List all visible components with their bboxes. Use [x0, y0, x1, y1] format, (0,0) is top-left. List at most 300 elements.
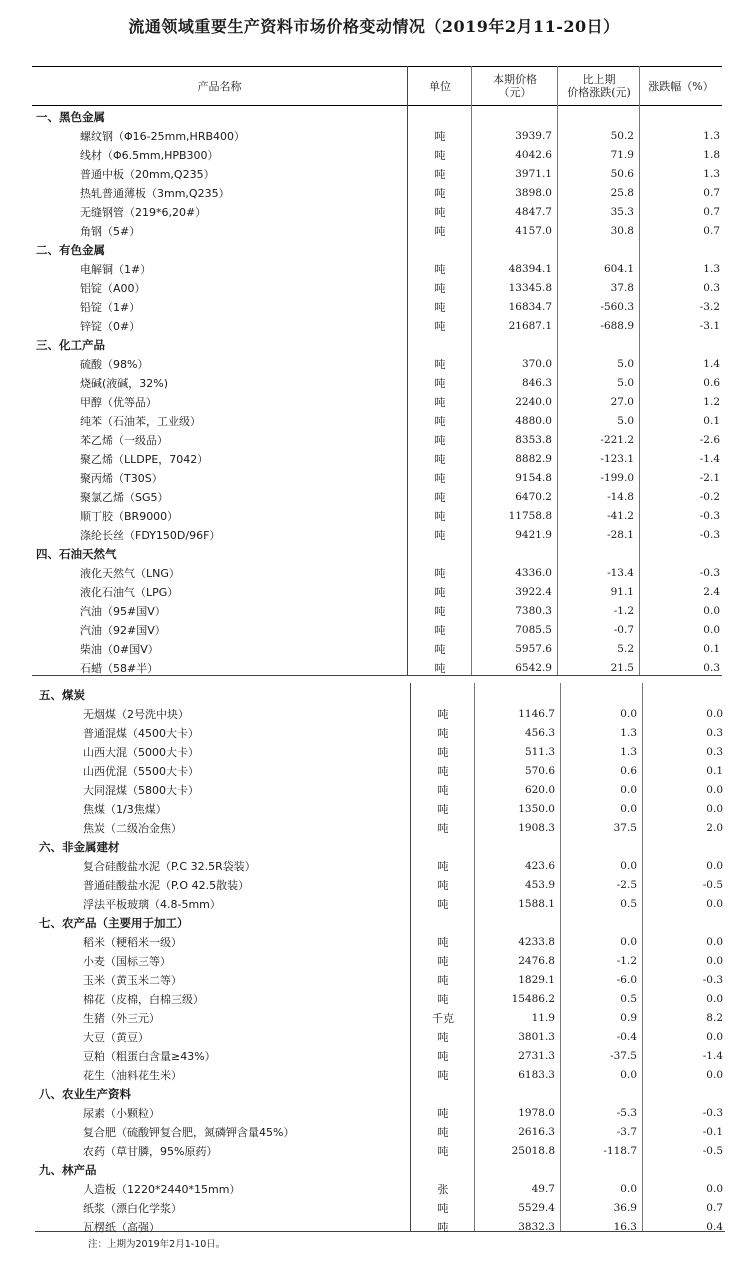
unit-cell: 吨	[437, 1145, 449, 1158]
unit-cell: 吨	[434, 377, 446, 390]
change-cell: 37.8	[610, 282, 634, 294]
unit-cell: 吨	[437, 1221, 449, 1234]
table-row	[0, 317, 748, 336]
price-cell: 570.6	[524, 765, 555, 777]
unit-cell: 吨	[437, 822, 449, 835]
price-cell: 511.3	[524, 746, 555, 758]
table-row	[0, 298, 748, 317]
pct-cell: 0.1	[706, 765, 723, 777]
pct-cell: 0.0	[706, 860, 723, 872]
product-name: 复合肥（硫酸钾复合肥，氮磷钾含量45%）	[83, 1126, 295, 1139]
unit-cell: 吨	[434, 586, 446, 599]
change-cell: -199.0	[600, 472, 634, 484]
section-header-row	[0, 1161, 748, 1180]
change-cell: 5.0	[617, 415, 634, 427]
pct-cell: 2.4	[703, 586, 720, 598]
table-row	[0, 526, 748, 545]
table-row	[0, 583, 748, 602]
change-cell: 5.0	[617, 358, 634, 370]
price-cell: 4336.0	[515, 567, 552, 579]
table-row	[0, 800, 748, 819]
change-cell: -6.0	[616, 974, 637, 986]
unit-cell: 吨	[437, 993, 449, 1006]
pct-cell: 0.0	[706, 993, 723, 1005]
change-cell: -14.8	[607, 491, 634, 503]
product-name: 山西优混（5500大卡）	[83, 765, 199, 778]
table-top-rule	[32, 66, 722, 67]
product-name: 玉米（黄玉米二等）	[83, 974, 182, 987]
pct-cell: -2.6	[699, 434, 720, 446]
section-header-row	[0, 914, 748, 933]
change-cell: 0.6	[620, 765, 637, 777]
unit-cell: 吨	[434, 472, 446, 485]
unit-cell: 吨	[434, 624, 446, 637]
price-cell: 1908.3	[518, 822, 555, 834]
section-header-row	[0, 1085, 748, 1104]
product-name: 棉花（皮棉，白棉三级）	[83, 993, 204, 1006]
pct-cell: -0.3	[699, 529, 720, 541]
table-row	[0, 146, 748, 165]
product-name: 普通混煤（4500大卡）	[83, 727, 199, 740]
section-label: 一、黑色金属	[36, 110, 105, 124]
change-cell: -118.7	[603, 1145, 637, 1157]
change-cell: 25.8	[610, 187, 634, 199]
section-header-row	[0, 336, 748, 355]
price-cell: 3832.3	[518, 1221, 555, 1233]
table-row	[0, 1009, 748, 1028]
unit-cell: 吨	[434, 491, 446, 504]
price-cell: 4880.0	[515, 415, 552, 427]
pct-cell: 0.0	[706, 936, 723, 948]
product-name: 液化天然气（LNG）	[80, 567, 180, 580]
table-row	[0, 431, 748, 450]
unit-cell: 吨	[437, 765, 449, 778]
price-cell: 370.0	[521, 358, 552, 370]
table-row	[0, 507, 748, 526]
unit-cell: 吨	[434, 263, 446, 276]
product-name: 烧碱(液碱，32%)	[80, 377, 169, 390]
unit-cell: 吨	[434, 643, 446, 656]
product-name: 焦煤（1/3焦煤）	[83, 803, 167, 816]
unit-cell: 吨	[434, 510, 446, 523]
section-header-row	[0, 108, 748, 127]
price-cell: 5957.6	[515, 643, 552, 655]
unit-cell: 吨	[437, 708, 449, 721]
price-cell: 846.3	[521, 377, 552, 389]
change-cell: 50.2	[610, 130, 634, 142]
pct-cell: 0.3	[703, 282, 720, 294]
product-name: 聚丙烯（T30S）	[80, 472, 163, 485]
table-row	[0, 933, 748, 952]
change-cell: 50.6	[610, 168, 634, 180]
table-row	[0, 222, 748, 241]
price-cell: 9421.9	[515, 529, 552, 541]
unit-cell: 吨	[437, 1126, 449, 1139]
price-cell: 3801.3	[518, 1031, 555, 1043]
price-cell: 3971.1	[515, 168, 552, 180]
product-name: 大同混煤（5800大卡）	[83, 784, 199, 797]
price-cell: 1146.7	[518, 708, 555, 720]
table-row	[0, 724, 748, 743]
product-name: 普通中板（20mm,Q235）	[80, 168, 215, 181]
section-label: 二、有色金属	[36, 243, 105, 257]
change-cell: 5.2	[617, 643, 634, 655]
column-header-pct: 涨跌幅（%）	[648, 79, 714, 93]
table-row	[0, 640, 748, 659]
product-name: 纸浆（漂白化学浆）	[83, 1202, 182, 1215]
pct-cell: 0.7	[703, 206, 720, 218]
table-row	[0, 203, 748, 222]
table-row	[0, 1142, 748, 1161]
table-row	[0, 819, 748, 838]
table-row	[0, 488, 748, 507]
product-name: 角钢（5#）	[80, 225, 141, 238]
pct-cell: 1.3	[703, 168, 720, 180]
table-row	[0, 279, 748, 298]
product-name: 农药（草甘膦，95%原药）	[83, 1145, 218, 1158]
pct-cell: 0.0	[706, 1031, 723, 1043]
pct-cell: 0.7	[706, 1202, 723, 1214]
unit-cell: 吨	[437, 955, 449, 968]
table-row	[0, 743, 748, 762]
price-cell: 4042.6	[515, 149, 552, 161]
product-name: 无缝钢管（219*6,20#）	[80, 206, 207, 219]
table-row	[0, 990, 748, 1009]
unit-cell: 吨	[434, 149, 446, 162]
change-cell: -0.7	[613, 624, 634, 636]
product-name: 电解铜（1#）	[80, 263, 152, 276]
product-name: 纯苯（石油苯，工业级）	[80, 415, 201, 428]
price-cell: 5529.4	[518, 1202, 555, 1214]
price-cell: 16834.7	[508, 301, 552, 313]
table-row	[0, 952, 748, 971]
pct-cell: 0.0	[706, 955, 723, 967]
change-cell: 0.0	[620, 803, 637, 815]
table-row	[0, 971, 748, 990]
table-row	[0, 781, 748, 800]
pct-cell: 0.1	[703, 643, 720, 655]
product-name: 石蜡（58#半）	[80, 662, 159, 675]
pct-cell: 2.0	[706, 822, 723, 834]
price-cell: 4157.0	[515, 225, 552, 237]
price-cell: 453.9	[524, 879, 555, 891]
product-name: 顺丁胶（BR9000）	[80, 510, 179, 523]
pct-cell: 0.0	[706, 784, 723, 796]
price-cell: 6542.9	[515, 662, 552, 674]
header-rule	[32, 105, 722, 106]
pct-cell: 0.7	[703, 225, 720, 237]
pct-cell: -1.4	[702, 1050, 723, 1062]
pct-cell: 0.0	[706, 803, 723, 815]
product-name: 无烟煤（2号洗中块）	[83, 708, 189, 721]
section-label: 七、农产品（主要用于加工）	[39, 916, 189, 930]
table-row	[0, 374, 748, 393]
change-cell: -13.4	[607, 567, 634, 579]
price-cell: 1829.1	[518, 974, 555, 986]
unit-cell: 吨	[437, 898, 449, 911]
product-name: 瓦楞纸（高强）	[83, 1221, 160, 1234]
pct-cell: -0.3	[699, 510, 720, 522]
change-cell: 16.3	[613, 1221, 637, 1233]
section-label: 五、煤炭	[39, 688, 85, 702]
pct-cell: 0.3	[706, 727, 723, 739]
pct-cell: 8.2	[706, 1012, 723, 1024]
unit-cell: 吨	[437, 746, 449, 759]
section-label: 六、非金属建材	[39, 840, 120, 854]
table-row	[0, 564, 748, 583]
change-cell: 604.1	[603, 263, 634, 275]
product-name: 小麦（国标三等）	[83, 955, 171, 968]
column-header-name: 产品名称	[197, 79, 242, 93]
change-cell: -3.7	[616, 1126, 637, 1138]
unit-cell: 吨	[434, 130, 446, 143]
unit-cell: 吨	[437, 1202, 449, 1215]
table-row	[0, 895, 748, 914]
unit-cell: 吨	[437, 1107, 449, 1120]
price-cell: 4847.7	[515, 206, 552, 218]
unit-cell: 吨	[434, 567, 446, 580]
table-row	[0, 1123, 748, 1142]
table-row	[0, 165, 748, 184]
unit-cell: 吨	[434, 415, 446, 428]
unit-cell: 吨	[437, 974, 449, 987]
page-title: 流通领域重要生产资料市场价格变动情况（2019年2月11-20日）	[128, 17, 620, 36]
price-cell: 6470.2	[515, 491, 552, 503]
pct-cell: 0.3	[703, 662, 720, 674]
unit-cell: 吨	[434, 301, 446, 314]
table-row	[0, 1028, 748, 1047]
product-name: 螺纹钢（Φ16-25mm,HRB400）	[80, 130, 246, 143]
unit-cell: 吨	[434, 206, 446, 219]
pct-cell: -0.2	[699, 491, 720, 503]
price-cell: 4233.8	[518, 936, 555, 948]
unit-cell: 吨	[437, 803, 449, 816]
pct-cell: 0.4	[706, 1221, 723, 1233]
pct-cell: 1.2	[703, 396, 720, 408]
price-cell: 9154.8	[515, 472, 552, 484]
product-name: 汽油（92#国Ⅴ）	[80, 624, 166, 637]
unit-cell: 张	[437, 1183, 449, 1196]
price-cell: 49.7	[531, 1183, 555, 1195]
change-cell: 91.1	[610, 586, 634, 598]
pct-cell: 0.7	[703, 187, 720, 199]
table-row	[0, 659, 748, 678]
product-name: 复合硅酸盐水泥（P.C 32.5R袋装）	[83, 860, 256, 873]
price-cell: 620.0	[524, 784, 555, 796]
change-cell: 0.0	[620, 1183, 637, 1195]
product-name: 花生（油料花生米）	[83, 1069, 182, 1082]
product-name: 普通硅酸盐水泥（P.O 42.5散装）	[83, 879, 250, 892]
price-cell: 423.6	[524, 860, 555, 872]
table-row	[0, 857, 748, 876]
unit-cell: 吨	[434, 320, 446, 333]
price-cell: 48394.1	[508, 263, 552, 275]
table-row	[0, 621, 748, 640]
pct-cell: 1.3	[703, 263, 720, 275]
unit-cell: 吨	[434, 434, 446, 447]
price-cell: 8882.9	[515, 453, 552, 465]
unit-cell: 吨	[437, 879, 449, 892]
section-header-row	[0, 686, 748, 705]
product-name: 甲醇（优等品）	[80, 396, 157, 409]
unit-cell: 吨	[434, 358, 446, 371]
change-cell: -560.3	[600, 301, 634, 313]
change-cell: -221.2	[600, 434, 634, 446]
change-cell: -28.1	[607, 529, 634, 541]
section-header-row	[0, 838, 748, 857]
product-name: 山西大混（5000大卡）	[83, 746, 199, 759]
price-cell: 456.3	[524, 727, 555, 739]
unit-cell: 吨	[437, 1069, 449, 1082]
price-cell: 3898.0	[515, 187, 552, 199]
unit-cell: 吨	[434, 282, 446, 295]
table-row	[0, 260, 748, 279]
table-row	[0, 450, 748, 469]
table-row	[0, 1066, 748, 1085]
change-cell: 1.3	[620, 746, 637, 758]
change-cell: 0.0	[620, 936, 637, 948]
pct-cell: 1.3	[703, 130, 720, 142]
product-name: 稻米（粳稻米一级）	[83, 936, 182, 949]
column-header-price	[472, 68, 558, 104]
unit-cell: 吨	[434, 396, 446, 409]
change-cell: -688.9	[600, 320, 634, 332]
section-label: 四、石油天然气	[36, 547, 117, 561]
price-cell: 1350.0	[518, 803, 555, 815]
unit-cell: 吨	[434, 225, 446, 238]
pct-cell: -0.5	[702, 879, 723, 891]
price-cell: 11758.8	[508, 510, 552, 522]
change-cell: 35.3	[610, 206, 634, 218]
price-cell: 13345.8	[508, 282, 552, 294]
pct-cell: 0.6	[703, 377, 720, 389]
product-name: 生猪（外三元）	[83, 1012, 160, 1025]
unit-cell: 吨	[437, 1031, 449, 1044]
product-name: 锌锭（0#）	[80, 320, 141, 333]
change-cell: 21.5	[610, 662, 634, 674]
unit-cell: 吨	[437, 784, 449, 797]
product-name: 聚乙烯（LLDPE，7042）	[80, 453, 209, 466]
change-cell: 30.8	[610, 225, 634, 237]
change-cell: 0.0	[620, 784, 637, 796]
price-cell: 7085.5	[515, 624, 552, 636]
pct-cell: -0.3	[702, 1107, 723, 1119]
footnote: 注：上期为2019年2月1-10日。	[88, 1239, 226, 1250]
product-name: 热轧普通薄板（3mm,Q235）	[80, 187, 230, 200]
table-row	[0, 876, 748, 895]
section-header-row	[0, 241, 748, 260]
pct-cell: -0.5	[702, 1145, 723, 1157]
table-row	[0, 602, 748, 621]
table-row	[0, 412, 748, 431]
change-cell: -0.4	[616, 1031, 637, 1043]
pct-cell: -0.3	[699, 567, 720, 579]
section-label: 三、化工产品	[36, 338, 105, 352]
table-row	[0, 1104, 748, 1123]
change-cell: 36.9	[613, 1202, 637, 1214]
pct-cell: 0.0	[706, 708, 723, 720]
price-cell: 21687.1	[508, 320, 552, 332]
product-name: 聚氯乙烯（SG5）	[80, 491, 169, 504]
pct-cell: 0.1	[703, 415, 720, 427]
product-name: 铝锭（A00）	[80, 282, 146, 295]
product-name: 大豆（黄豆）	[83, 1031, 149, 1044]
unit-cell: 吨	[437, 860, 449, 873]
change-cell: 0.5	[620, 993, 637, 1005]
change-cell: -5.3	[616, 1107, 637, 1119]
change-cell: 71.9	[610, 149, 634, 161]
table-row	[0, 1047, 748, 1066]
price-cell: 2240.0	[515, 396, 552, 408]
product-name: 液化石油气（LPG）	[80, 586, 179, 599]
change-cell: -37.5	[610, 1050, 637, 1062]
product-name: 尿素（小颗粒）	[83, 1107, 160, 1120]
change-cell: 0.0	[620, 1069, 637, 1081]
pct-cell: 0.0	[706, 898, 723, 910]
change-cell: 0.0	[620, 860, 637, 872]
pct-cell: -2.1	[699, 472, 720, 484]
product-name: 浮法平板玻璃（4.8-5mm）	[83, 898, 221, 911]
change-cell: -123.1	[600, 453, 634, 465]
table-row	[0, 762, 748, 781]
price-cell: 6183.3	[518, 1069, 555, 1081]
pct-cell: 1.4	[703, 358, 720, 370]
unit-cell: 千克	[432, 1012, 454, 1025]
price-cell: 25018.8	[511, 1145, 555, 1157]
column-header-price-line2: （元）	[498, 86, 532, 99]
unit-cell: 吨	[434, 453, 446, 466]
product-name: 人造板（1220*2440*15mm）	[83, 1183, 241, 1196]
pct-cell: 0.3	[706, 746, 723, 758]
unit-cell: 吨	[437, 936, 449, 949]
unit-cell: 吨	[437, 727, 449, 740]
section-label: 九、林产品	[39, 1163, 97, 1177]
pct-cell: -1.4	[699, 453, 720, 465]
product-name: 铅锭（1#）	[80, 301, 141, 314]
price-cell: 1978.0	[518, 1107, 555, 1119]
pct-cell: 1.8	[703, 149, 720, 161]
table-row	[0, 1180, 748, 1199]
change-cell: 1.3	[620, 727, 637, 739]
product-name: 汽油（95#国Ⅴ）	[80, 605, 166, 618]
pct-cell: -0.1	[702, 1126, 723, 1138]
pct-cell: 0.0	[703, 624, 720, 636]
change-cell: -2.5	[616, 879, 637, 891]
price-cell: 2476.8	[518, 955, 555, 967]
table-row	[0, 127, 748, 146]
price-cell: 1588.1	[518, 898, 555, 910]
price-cell: 3939.7	[515, 130, 552, 142]
price-cell: 2616.3	[518, 1126, 555, 1138]
pct-cell: 0.0	[706, 1069, 723, 1081]
pct-cell: 0.0	[703, 605, 720, 617]
product-name: 豆粕（粗蛋白含量≥43%）	[83, 1050, 216, 1063]
section-label: 八、农业生产资料	[39, 1087, 131, 1101]
unit-cell: 吨	[437, 1050, 449, 1063]
product-name: 线材（Φ6.5mm,HPB300）	[80, 149, 219, 162]
column-header-price-line1: 本期价格	[493, 73, 537, 86]
change-cell: 37.5	[613, 822, 637, 834]
unit-cell: 吨	[434, 529, 446, 542]
change-cell: -1.2	[616, 955, 637, 967]
unit-cell: 吨	[434, 168, 446, 181]
price-cell: 3922.4	[515, 586, 552, 598]
price-cell: 7380.3	[515, 605, 552, 617]
unit-cell: 吨	[434, 662, 446, 675]
column-header-change-line1: 比上期	[582, 73, 616, 86]
pct-cell: -3.1	[699, 320, 720, 332]
change-cell: 5.0	[617, 377, 634, 389]
